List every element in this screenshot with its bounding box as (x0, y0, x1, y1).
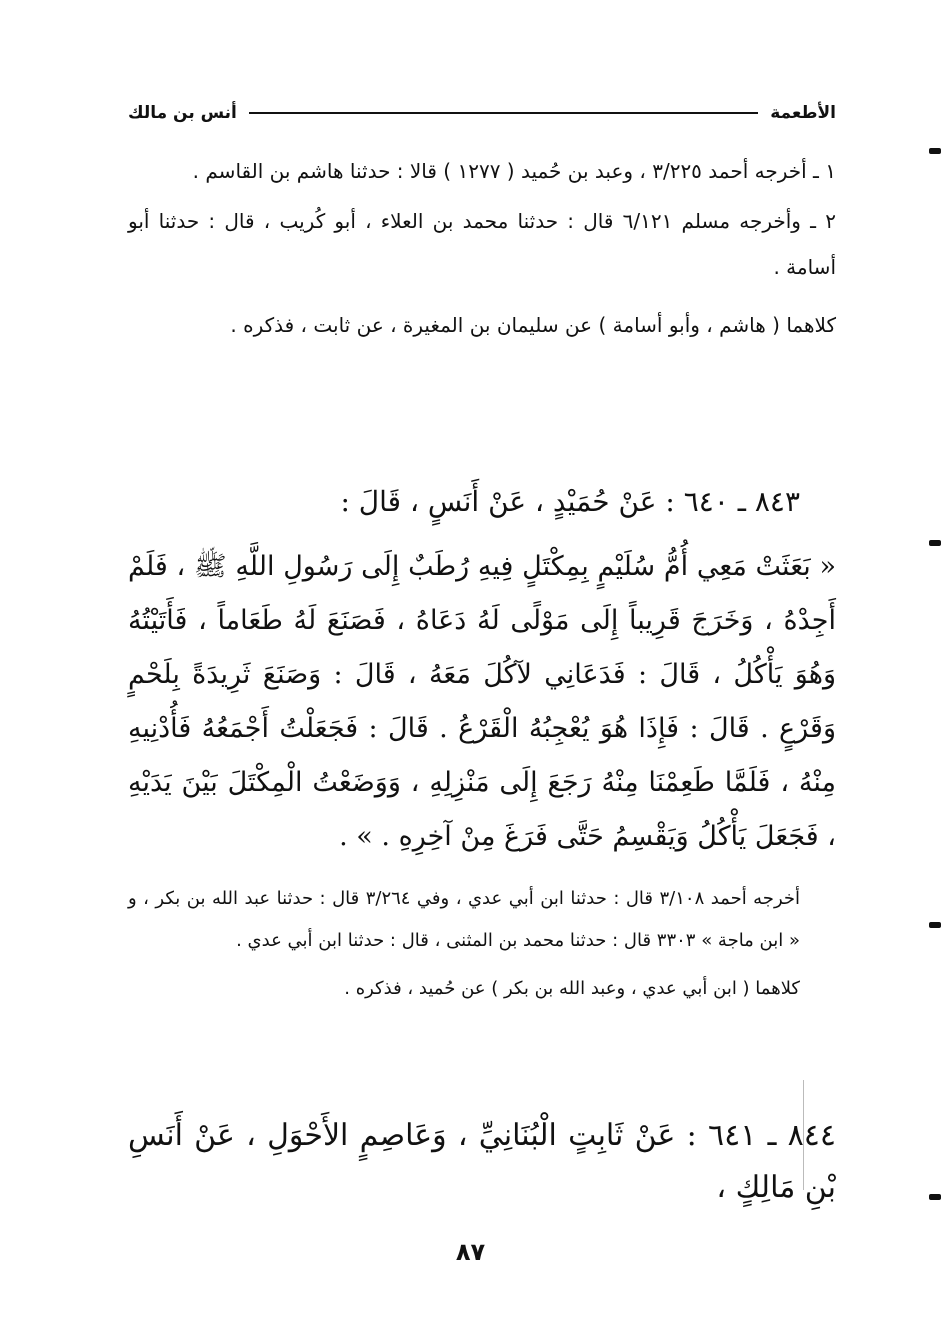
running-header (128, 98, 836, 128)
margin-tick (929, 922, 941, 928)
header-rule (249, 112, 758, 114)
section-title: أنس بن مالك (128, 103, 237, 123)
chapter-title: الأطعمة (770, 103, 836, 123)
footnotes-top (128, 148, 836, 348)
source-line-2: كلاهما ( ابن أبي عدي ، وعبد الله بن بكر ) عن حُميد ، فذكره . (344, 978, 800, 999)
page-number: ٨٧ (455, 1238, 486, 1266)
footnote-1: ١ ـ أخرجه أحمد ٣/٢٢٥ ، وعبد بن حُميد ( ١٢٧٧ ) قالا : حدثنا هاشم بن القاسم . (192, 159, 836, 183)
footnote-3: كلاهما ( هاشم ، وأبو أسامة ) عن سليمان بن المغيرة ، عن ثابت ، فذكره . (230, 313, 836, 337)
footnote-2: ٢ ـ وأخرجه مسلم ٦/١٢١ قال : حدثنا محمد بن العلاء ، أبو كُريب ، قال : حدثنا أبو أسامة . (128, 209, 836, 279)
margin-tick (929, 540, 941, 546)
hadith-844-heading: ٨٤٤ ـ ٦٤١ : عَنْ ثَابِتٍ الْبُنَانِيِّ ، وَعَاصِمٍ الأَحْوَلِ ، عَنْ أَنَسِ بْنِ مَالِكٍ ، (128, 1118, 836, 1205)
margin-tick (929, 148, 941, 154)
hadith-843-sources (128, 878, 836, 1010)
hadith-843-heading: ٨٤٣ ـ ٦٤٠ : عَنْ حُمَيْدٍ ، عَنْ أَنَسٍ ، قَالَ : (340, 485, 800, 518)
margin-tick (929, 1194, 941, 1200)
hadith-843-text: « بَعَثَتْ مَعِي أُمُّ سُلَيْمٍ بِمِكْتَلٍ فِيهِ رُطَبٌ إِلَى رَسُولِ اللَّهِ ﷺ ، فَلَمْ أَجِدْهُ ، وَخَرَجَ قَرِيباً إِلَى مَوْلًى لَهُ دَعَاهُ ، فَصَنَعَ لَهُ طَعَاماً ، فَأَتَيْتُهُ وَهُوَ يَأْكُلُ ، قَالَ : فَدَعَانِي لآكُلَ مَعَهُ ، قَالَ : وَصَنَعَ ثَرِيدَةً بِلَحْمٍ وَقَرْعٍ . قَالَ : فَإِذَا هُوَ يُعْجِبُهُ الْقَرْعُ . قَالَ : فَجَعَلْتُ أَجْمَعُهُ فَأُدْنِيهِ مِنْهُ ، فَلَمَّا طَعِمْنَا مِنْهُ رَجَعَ إِلَى مَنْزِلِهِ ، وَوَضَعْتُ الْمِكْتَلَ بَيْنَ يَدَيْهِ ، فَجَعَلَ يَأْكُلُ وَيَقْسِمُ حَتَّى فَرَغَ مِنْ آخِرِهِ . » . (128, 551, 836, 852)
source-line-1: أخرجه أحمد ٣/١٠٨ قال : حدثنا ابن أبي عدي ، وفي ٣/٢٦٤ قال : حدثنا عبد الله بن بكر ، و « ابن ماجة » ٣٣٠٣ قال : حدثنا محمد بن المثنى ، قال : حدثنا ابن أبي عدي . (128, 888, 800, 951)
